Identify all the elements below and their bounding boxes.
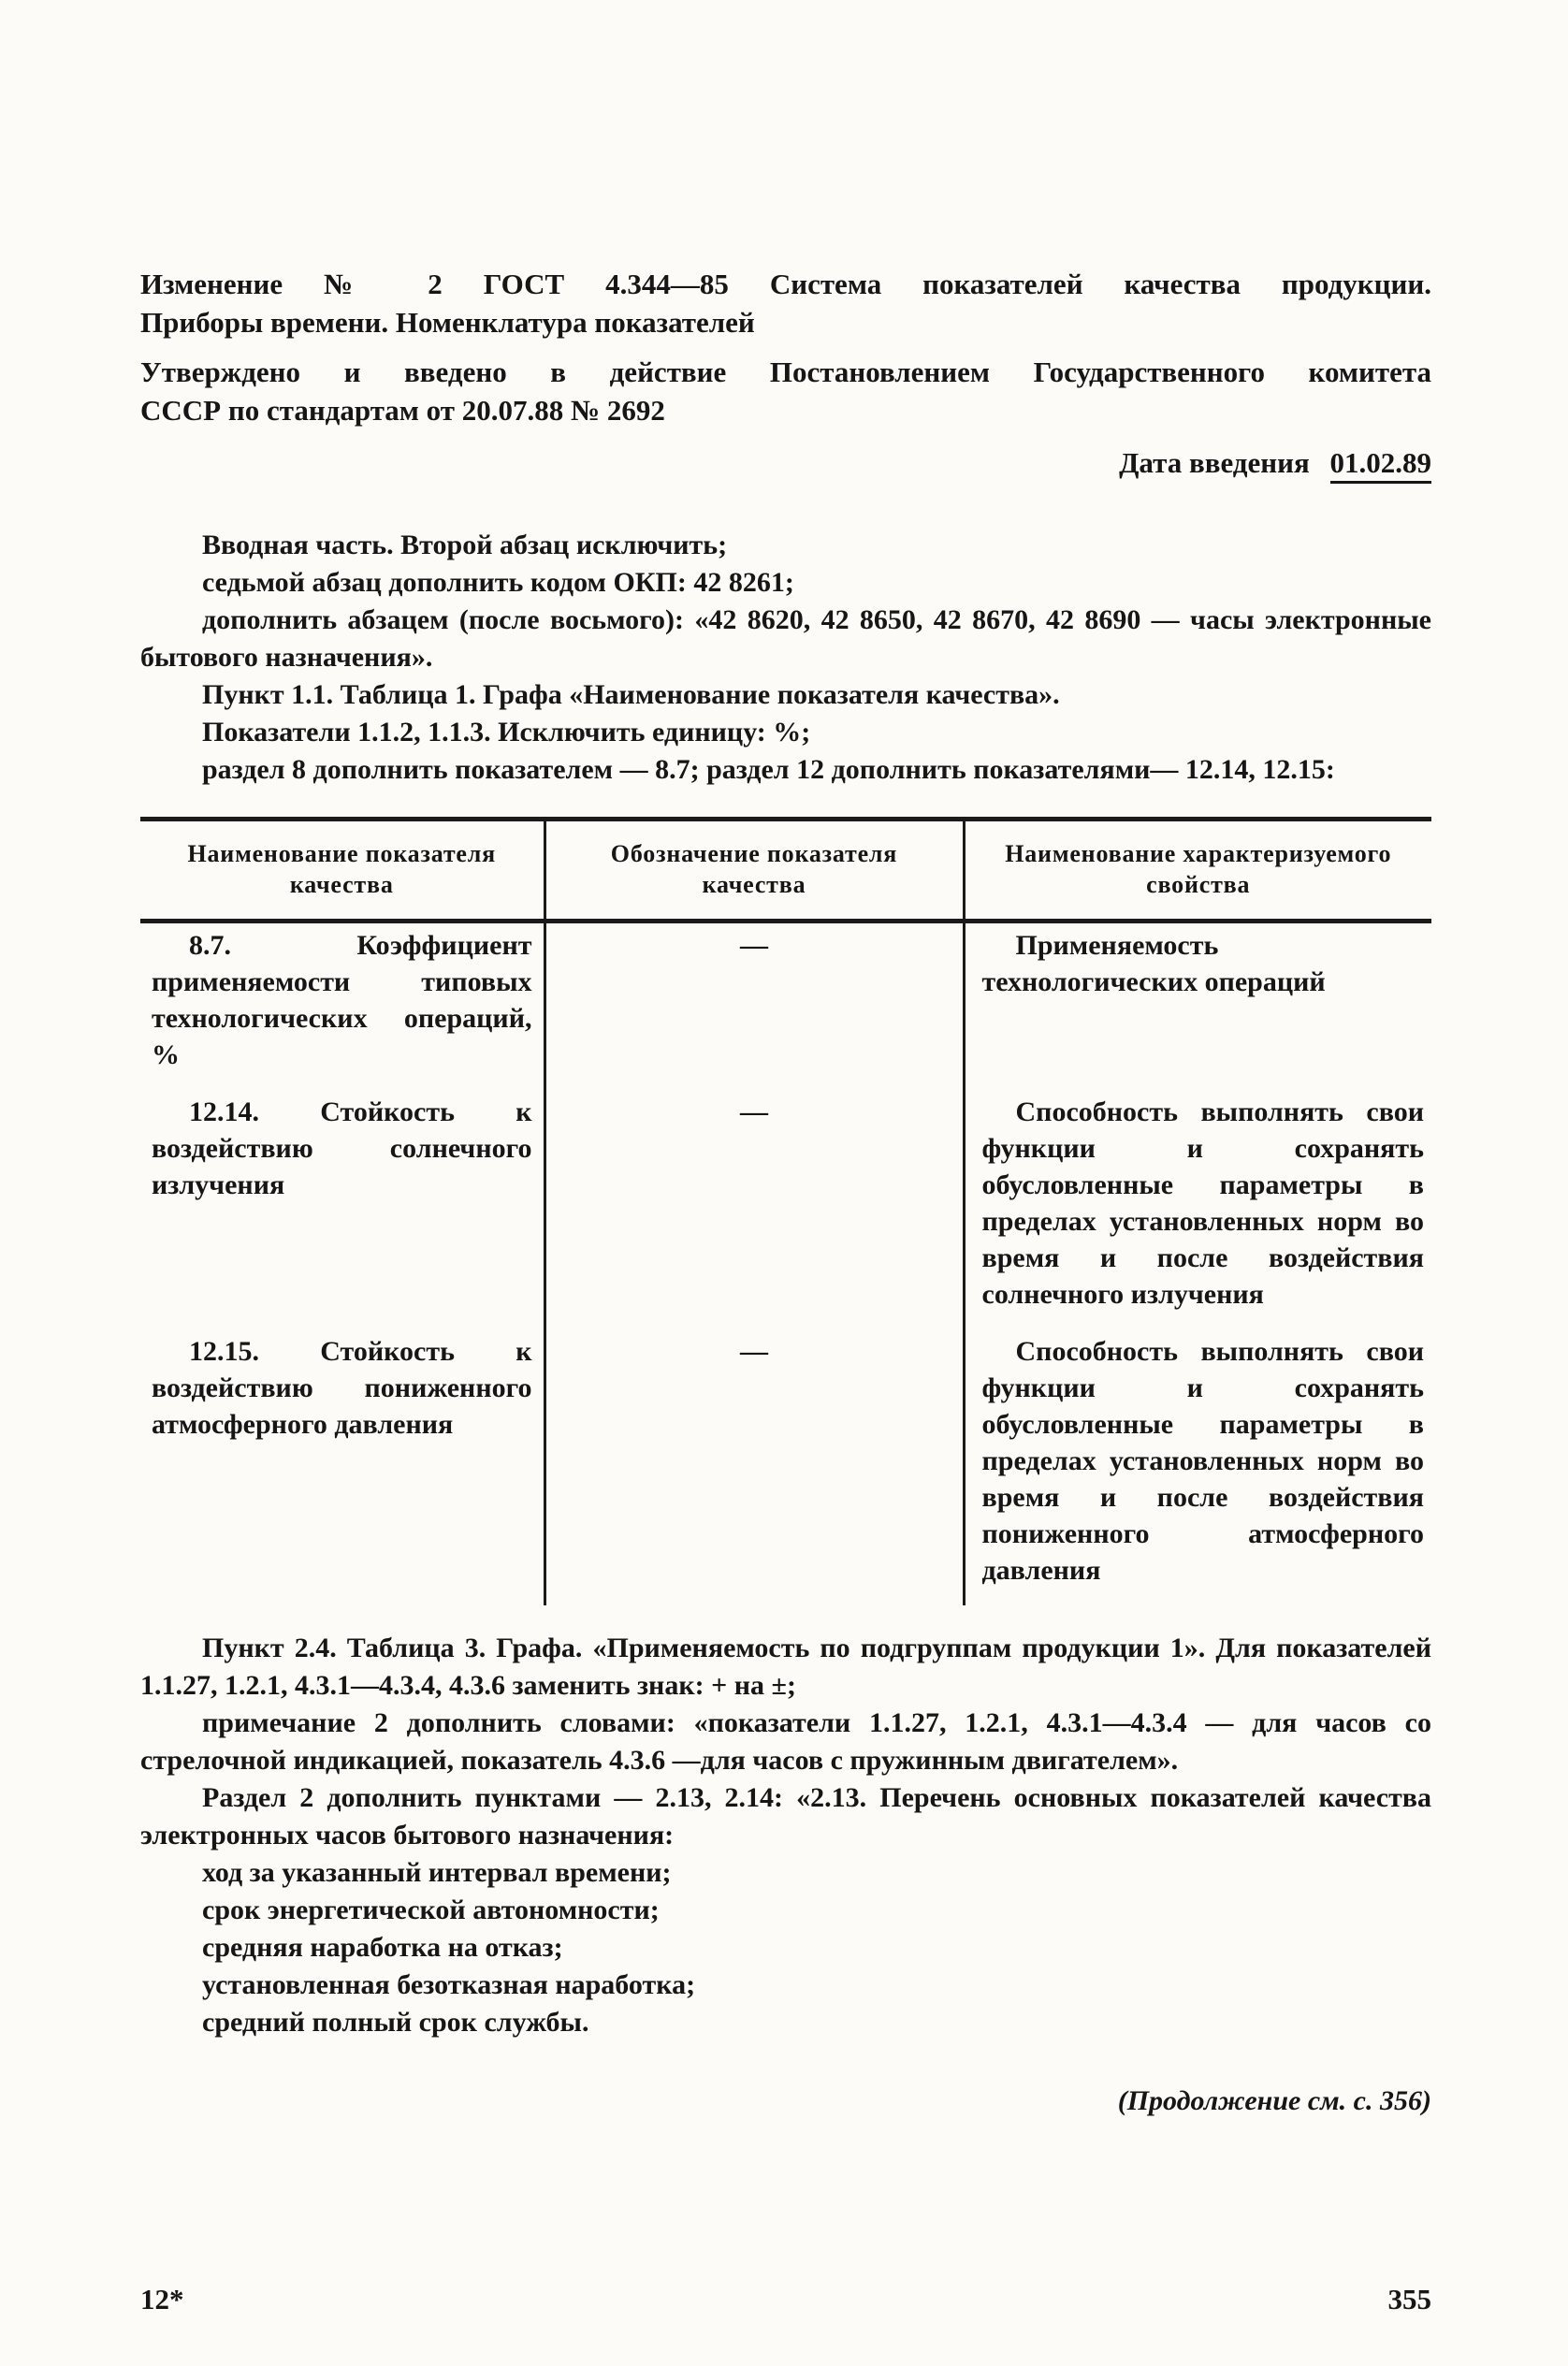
intro-paragraph-4: Пункт 1.1. Таблица 1. Графа «Наименование показателя качества».	[202, 679, 1060, 710]
indicators-table-body	[140, 922, 1431, 1606]
indicator-symbol-cell: —	[544, 922, 964, 1091]
page-footer	[140, 2281, 1431, 2318]
table-header-row	[140, 820, 1431, 922]
indicator-list	[140, 1854, 1431, 2041]
indicator-property-cell: Применяемость технологических операций	[964, 922, 1431, 1091]
page-number: 355	[1387, 2283, 1431, 2315]
amendment-paragraph-1: Пункт 2.4. Таблица 3. Графа. «Применяемость по подгруппам продукции 1». Для показателей 1.1.27, 1.2.1, 4.3.1—4.3.4, 4.3.6 заменить знак: + на ±;	[140, 1633, 1431, 1701]
amendments-section	[140, 1630, 1431, 1854]
indicators-table-head	[140, 820, 1431, 922]
intro-section	[140, 527, 1431, 789]
indicator-name-cell: 12.14. Стойкость к воздействию солнечного излучения	[152, 1096, 532, 1200]
table-header-indicator-symbol: Обозначение показателя качества	[544, 820, 964, 922]
amendment-title-line-2: Приборы времени. Номенклатура показателей	[140, 306, 755, 339]
effective-date-value: 01.02.89	[1330, 446, 1432, 484]
effective-date-label: Дата введения	[1119, 446, 1310, 479]
approval-line-2: СССР по стандартам от 20.07.88 № 2692	[140, 394, 665, 427]
list-item: срок энергетической автономности;	[202, 1894, 660, 1925]
intro-paragraph-5: Показатели 1.1.2, 1.1.3. Исключить единицу: %;	[202, 717, 811, 748]
indicator-name-cell: 8.7. Коэффициент применяемости типовых технологических операций, %	[152, 930, 532, 1070]
approval-line-1: Утверждено и введено в действие Постановлением Государственного комитета	[140, 356, 1431, 388]
list-item: установленная безотказная наработка;	[202, 1969, 696, 2000]
table-row	[140, 1329, 1431, 1605]
indicator-symbol-cell: —	[544, 1090, 964, 1329]
approval-statement	[140, 353, 1431, 429]
intro-paragraph-3: дополнить абзацем (после восьмого): «42 8620, 42 8650, 42 8670, 42 8690 — часы электронные бытового назначения».	[140, 604, 1431, 673]
indicators-table	[140, 817, 1431, 1605]
intro-paragraph-6: раздел 8 дополнить показателем — 8.7; раздел 12 дополнить показателями— 12.14, 12.15:	[202, 754, 1335, 785]
indicator-property-cell: Способность выполнять свои функции и сохранять обусловленные параметры в пределах установленных норм во время и после воздействия солнечного излучения	[964, 1090, 1431, 1329]
table-header-property-name: Наименование характеризуемого свойства	[964, 820, 1431, 922]
indicator-symbol-cell: —	[544, 1329, 964, 1605]
list-item: средняя наработка на отказ;	[202, 1932, 563, 1963]
amendment-title	[140, 265, 1431, 341]
amendment-paragraph-2: примечание 2 дополнить словами: «показатели 1.1.27, 1.2.1, 4.3.1—4.3.4 — для часов со стрелочной индикацией, показатель 4.3.6 —для часов с пружинным двигателем».	[140, 1707, 1431, 1776]
table-row	[140, 1090, 1431, 1329]
indicator-name-cell: 12.15. Стойкость к воздействию пониженного атмосферного давления	[152, 1336, 532, 1440]
amendment-title-line-1: Изменение № 2 ГОСТ 4.344—85 Система показателей качества продукции.	[140, 268, 1431, 300]
intro-paragraph-1: Вводная часть. Второй абзац исключить;	[202, 530, 728, 560]
table-header-indicator-name: Наименование показателя качества	[140, 820, 544, 922]
table-row	[140, 922, 1431, 1091]
indicator-property-cell: Способность выполнять свои функции и сохранять обусловленные параметры в пределах установленных норм во время и после воздействия пониженного атмосферного давления	[964, 1329, 1431, 1605]
list-item: средний полный срок службы.	[202, 2007, 589, 2038]
continuation-note: (Продолжение см. с. 356)	[1117, 2085, 1431, 2116]
page-content	[140, 265, 1431, 2120]
intro-paragraph-2: седьмой абзац дополнить кодом ОКП: 42 8261;	[202, 567, 794, 598]
list-item: ход за указанный интервал времени;	[202, 1857, 672, 1888]
effective-date-line	[140, 444, 1431, 482]
amendment-paragraph-3: Раздел 2 дополнить пунктами — 2.13, 2.14: «2.13. Перечень основных показателей качества электронных часов бытового назначения:	[140, 1782, 1431, 1851]
footer-sheet-mark: 12*	[140, 2283, 184, 2315]
